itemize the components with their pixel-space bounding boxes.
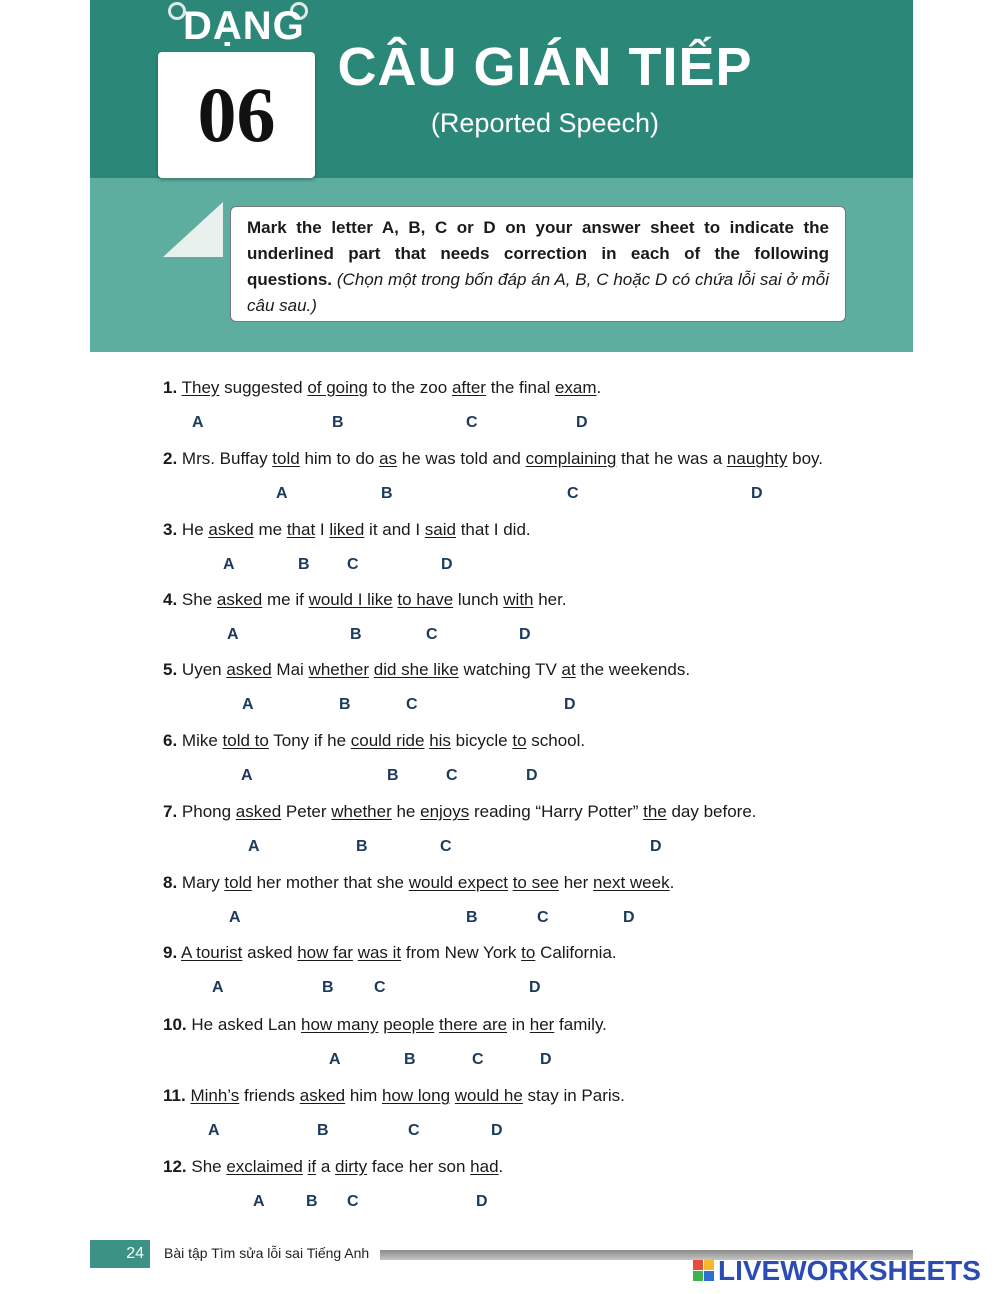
underlined-part: A tourist [180, 943, 243, 962]
underlined-part: to [512, 731, 527, 750]
underlined-part: did she like [373, 660, 459, 679]
question-number: 1. [163, 378, 178, 397]
question-12: 12. She exclaimed if a dirty face her son had. [163, 1157, 504, 1176]
underlined-part: his [429, 731, 451, 750]
underlined-part: whether [308, 660, 370, 679]
option-a[interactable]: A [208, 1122, 220, 1139]
underlined-part: Minh’s [190, 1086, 240, 1105]
option-d[interactable]: D [564, 696, 576, 713]
option-d[interactable]: D [576, 414, 588, 431]
underlined-part: how long [381, 1086, 451, 1105]
underlined-part: to see [512, 873, 559, 892]
question-number: 5. [163, 660, 178, 679]
option-c[interactable]: C [406, 696, 418, 713]
section-number: 06 [197, 71, 276, 158]
question-number: 3. [163, 520, 178, 539]
option-c[interactable]: C [472, 1051, 484, 1068]
page-title: CÂU GIÁN TIẾP [337, 37, 753, 97]
underlined-part: her [529, 1015, 555, 1034]
liveworksheets-watermark [693, 1255, 981, 1287]
option-c[interactable]: C [537, 909, 549, 926]
underlined-part: complaining [525, 449, 617, 468]
question-number: 8. [163, 873, 178, 892]
option-d[interactable]: D [476, 1193, 488, 1210]
liveworksheets-logo-icon [693, 1260, 715, 1282]
option-b[interactable]: B [350, 626, 362, 643]
underlined-part: as [379, 449, 398, 468]
option-c[interactable]: C [440, 838, 452, 855]
option-d[interactable]: D [650, 838, 662, 855]
option-c[interactable]: C [466, 414, 478, 431]
option-b[interactable]: B [381, 485, 393, 502]
underlined-part: enjoys [420, 802, 470, 821]
page-subtitle: (Reported Speech) [430, 108, 660, 138]
option-b[interactable]: B [306, 1193, 318, 1210]
option-c[interactable]: C [347, 556, 359, 573]
dang-label: DẠNG [183, 4, 305, 48]
question-number: 6. [163, 731, 178, 750]
underlined-part: how far [297, 943, 353, 962]
option-a[interactable]: A [329, 1051, 341, 1068]
option-b[interactable]: B [404, 1051, 416, 1068]
option-d[interactable]: D [751, 485, 763, 502]
instruction-box [230, 206, 846, 322]
calendar-card [158, 52, 315, 178]
underlined-part: exclaimed [226, 1157, 303, 1176]
option-a[interactable]: A [227, 626, 239, 643]
question-7: 7. Phong asked Peter whether he enjoys reading “Harry Potter” the day before. [163, 802, 757, 821]
question-number: 9. [163, 943, 178, 962]
underlined-part: if [307, 1157, 317, 1176]
option-b[interactable]: B [339, 696, 351, 713]
underlined-part: They [181, 378, 220, 397]
underlined-part: after [451, 378, 486, 397]
option-d[interactable]: D [540, 1051, 552, 1068]
question-number: 11. [163, 1086, 186, 1105]
underlined-part: next week [593, 873, 670, 892]
question-2: 2. Mrs. Buffay told him to do as he was told and complaining that he was a naughty boy. [163, 449, 823, 468]
underlined-part: that [286, 520, 316, 539]
question-10: 10. He asked Lan how many people there are in her family. [163, 1015, 607, 1034]
instruction-italic: (Chọn một trong bốn đáp án A, B, C hoặc D có chứa lỗi sai ở mỗi câu sau.) [247, 270, 829, 315]
instruction-bold: Mark the letter A, B, C or D on your answer sheet to indicate the underlined part that needs correction in each of the following questions. [247, 218, 829, 289]
underlined-part: would expect [408, 873, 508, 892]
underlined-part: asked [216, 590, 263, 609]
option-b[interactable]: B [322, 979, 334, 996]
option-d[interactable]: D [529, 979, 541, 996]
book-title: Bài tập Tìm sửa lỗi sai Tiếng Anh [164, 1245, 370, 1261]
option-b[interactable]: B [466, 909, 478, 926]
question-5: 5. Uyen asked Mai whether did she like watching TV at the weekends. [163, 660, 691, 679]
option-d[interactable]: D [526, 767, 538, 784]
page-fold-icon [163, 202, 223, 257]
underlined-part: asked [235, 802, 282, 821]
underlined-part: to have [397, 590, 454, 609]
underlined-part: to [521, 943, 536, 962]
watermark-text: LIVEWORKSHEETS [718, 1255, 981, 1286]
underlined-part: whether [331, 802, 392, 821]
option-b[interactable]: B [387, 767, 399, 784]
option-a[interactable]: A [242, 696, 254, 713]
underlined-part: with [503, 590, 534, 609]
question-number: 2. [163, 449, 178, 468]
option-b[interactable]: B [298, 556, 310, 573]
option-a[interactable]: A [212, 979, 224, 996]
question-number: 7. [163, 802, 178, 821]
underlined-part: told [224, 873, 252, 892]
option-d[interactable]: D [491, 1122, 503, 1139]
option-a[interactable]: A [192, 414, 204, 431]
underlined-part: asked [299, 1086, 346, 1105]
option-c[interactable]: C [374, 979, 386, 996]
question-11: 11. Minh’s friends asked him how long would he stay in Paris. [163, 1086, 625, 1105]
option-b[interactable]: B [356, 838, 368, 855]
option-c[interactable]: C [567, 485, 579, 502]
question-8: 8. Mary told her mother that she would expect to see her next week. [163, 873, 675, 892]
option-c[interactable]: C [347, 1193, 359, 1210]
option-a[interactable]: A [229, 909, 241, 926]
option-a[interactable]: A [253, 1193, 265, 1210]
underlined-part: dirty [335, 1157, 368, 1176]
underlined-part: could ride [350, 731, 425, 750]
question-number: 4. [163, 590, 178, 609]
option-c[interactable]: C [408, 1122, 420, 1139]
option-a[interactable]: A [241, 767, 253, 784]
underlined-part: naughty [726, 449, 788, 468]
underlined-part: told to [222, 731, 269, 750]
question-3: 3. He asked me that I liked it and I said that I did. [163, 520, 531, 539]
underlined-part: was it [357, 943, 402, 962]
option-a[interactable]: A [223, 556, 235, 573]
question-number: 10. [163, 1015, 187, 1034]
underlined-part: the [643, 802, 667, 821]
option-b[interactable]: B [317, 1122, 329, 1139]
option-a[interactable]: A [276, 485, 288, 502]
question-number: 12. [163, 1157, 187, 1176]
underlined-part: how many [301, 1015, 379, 1034]
option-d[interactable]: D [441, 556, 453, 573]
question-6: 6. Mike told to Tony if he could ride his bicycle to school. [163, 731, 586, 750]
option-b[interactable]: B [332, 414, 344, 431]
underlined-part: exam [554, 378, 597, 397]
option-c[interactable]: C [446, 767, 458, 784]
question-4: 4. She asked me if would I like to have lunch with her. [163, 590, 567, 609]
page-number: 24 [90, 1240, 150, 1268]
underlined-part: people [383, 1015, 435, 1034]
underlined-part: would I like [308, 590, 393, 609]
option-d[interactable]: D [623, 909, 635, 926]
underlined-part: would he [454, 1086, 523, 1105]
underlined-part: asked [208, 520, 254, 539]
underlined-part: there are [439, 1015, 508, 1034]
underlined-part: had [470, 1157, 499, 1176]
option-d[interactable]: D [519, 626, 531, 643]
underlined-part: asked [226, 660, 272, 679]
underlined-part: at [561, 660, 576, 679]
question-1: 1. They suggested of going to the zoo after the final exam. [163, 378, 602, 397]
option-a[interactable]: A [248, 838, 260, 855]
underlined-part: said [424, 520, 456, 539]
underlined-part: told [272, 449, 300, 468]
option-c[interactable]: C [426, 626, 438, 643]
underlined-part: of going [307, 378, 368, 397]
question-9: 9. A tourist asked how far was it from New York to California. [163, 943, 617, 962]
underlined-part: liked [329, 520, 365, 539]
